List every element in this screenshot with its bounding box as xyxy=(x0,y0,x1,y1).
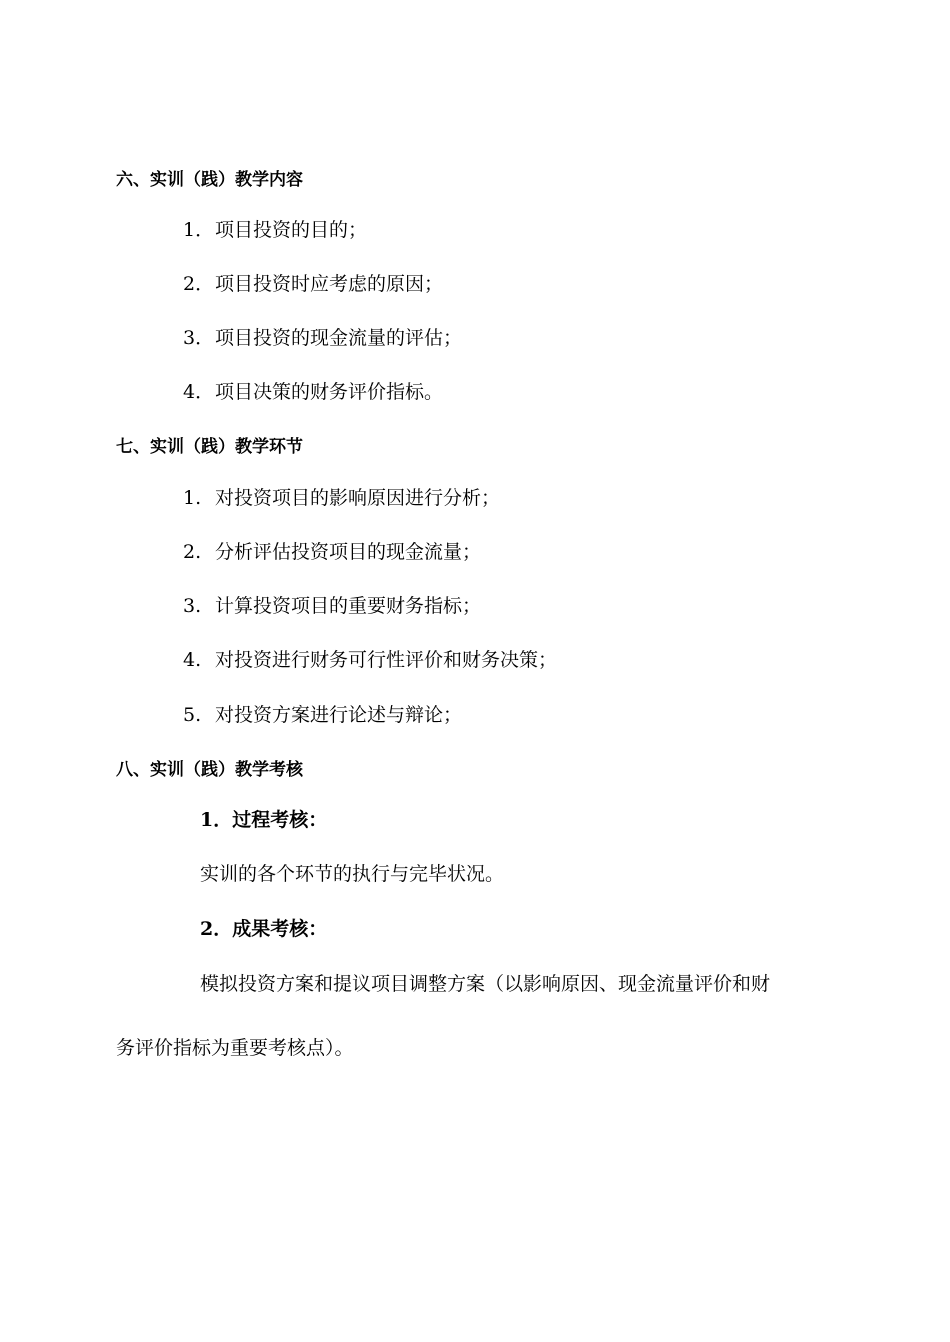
process-assessment-text: 实训的各个环节的执行与完毕状况。 xyxy=(200,863,505,885)
list-item xyxy=(183,218,367,242)
list-item-text: 对投资进行财务可行性评价和财务决策； xyxy=(215,649,558,671)
list-item xyxy=(183,272,443,296)
list-item xyxy=(183,486,500,510)
list-item-text: 对投资方案进行论述与辩论； xyxy=(215,704,463,726)
result-assessment-heading: 2．成果考核： xyxy=(200,918,328,940)
list-item-number: 2． xyxy=(183,273,215,295)
list-item-number: 1. xyxy=(183,487,202,509)
list-item-text: 计算投资项目的重要财务指标； xyxy=(215,595,482,617)
list-item xyxy=(183,326,462,350)
list-item-text: 项目决策的财务评价指标。 xyxy=(215,381,444,403)
list-item-number: 1． xyxy=(183,219,215,241)
section-7-heading: 七、实训（践）教学环节 xyxy=(116,437,303,457)
list-item xyxy=(183,380,443,404)
list-item-number: 4． xyxy=(183,381,215,403)
list-item-number: 3． xyxy=(183,327,215,349)
list-item-number: 2. xyxy=(183,541,202,563)
list-item-text: 分析评估投资项目的现金流量； xyxy=(215,541,482,563)
list-item xyxy=(183,594,481,618)
result-assessment-text-line-2: 务评价指标为重要考核点）。 xyxy=(116,1037,354,1059)
list-item xyxy=(183,703,462,727)
list-item-text: 项目投资的目的； xyxy=(215,219,368,241)
list-item xyxy=(183,648,557,672)
list-item-number: 4. xyxy=(183,649,202,671)
list-item-number: 5. xyxy=(183,704,202,726)
list-item-text: 对投资项目的影响原因进行分析； xyxy=(215,487,501,509)
list-item-text: 项目投资的现金流量的评估； xyxy=(215,327,463,349)
list-item xyxy=(183,540,481,564)
list-item-text: 项目投资时应考虑的原因； xyxy=(215,273,444,295)
result-assessment-text-line-1: 模拟投资方案和提议项目调整方案（以影响原因、现金流量评价和财 xyxy=(200,973,771,995)
process-assessment-heading: 1．过程考核： xyxy=(200,809,328,831)
list-item-number: 3. xyxy=(183,595,202,617)
section-6-heading: 六、实训（践）教学内容 xyxy=(116,170,303,190)
section-8-heading: 八、实训（践）教学考核 xyxy=(116,760,303,780)
